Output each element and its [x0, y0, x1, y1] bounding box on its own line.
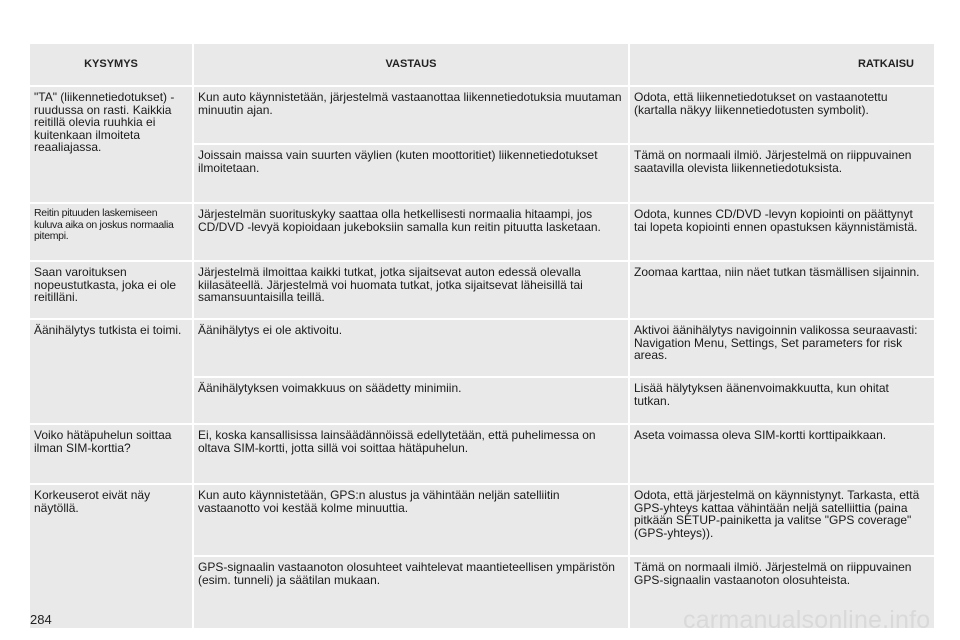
answer-cell: Järjestelmä ilmoittaa kaikki tutkat, jotka sijaitsevat auton edessä olevalla kiilasäteellä. Järjestelmä voi huomata tutkat, jotka sijaitsevat läheisillä tai samansuuntaisilla teillä.	[194, 262, 628, 318]
solution-cell: Aktivoi äänihälytys navigoinnin valikossa seuraavasti: Navigation Menu, Settings, Set parameters for risk areas.	[630, 320, 934, 376]
faq-table	[30, 44, 930, 628]
answer-cell: Ei, koska kansallisissa lainsäädännöissä edellytetään, että puhelimessa on oltava SIM-kortti, jotta sillä voi soittaa hätäpuhelun.	[194, 425, 628, 483]
solution-cell: Zoomaa karttaa, niin näet tutkan täsmällisen sijainnin.	[630, 262, 934, 318]
answer-cell: Äänihälytyksen voimakkuus on säädetty minimiin.	[194, 378, 628, 423]
page-number: 284	[30, 612, 52, 627]
answer-cell: Kun auto käynnistetään, GPS:n alustus ja vähintään neljän satelliitin vastaanotto voi kestää kolme minuuttia.	[194, 485, 628, 555]
answer-cell: GPS-signaalin vastaanoton olosuhteet vaihtelevat maantieteellisen ympäristön (esim. tunneli) ja säätilan mukaan.	[194, 557, 628, 628]
solution-cell: Tämä on normaali ilmiö. Järjestelmä on riippuvainen GPS-signaalin vastaanoton olosuhteista.	[630, 557, 934, 628]
question-cell: Korkeuserot eivät näy näytöllä.	[30, 485, 192, 628]
answer-cell: Äänihälytys ei ole aktivoitu.	[194, 320, 628, 376]
answer-cell: Joissain maissa vain suurten väylien (kuten moottoritiet) liikennetiedotukset ilmoitetaan.	[194, 145, 628, 202]
header-question: KYSYMYS	[30, 44, 192, 85]
header-answer: VASTAUS	[194, 44, 628, 85]
solution-cell: Odota, että järjestelmä on käynnistynyt. Tarkasta, että GPS-yhteys kattaa vähintään neljä satelliittia (paina pitkään SETUP-painiketta ja valitse "GPS coverage" (GPS-yhteys)).	[630, 485, 934, 555]
solution-cell: Tämä on normaali ilmiö. Järjestelmä on riippuvainen saatavilla olevista liikennetiedotuksista.	[630, 145, 934, 202]
solution-cell: Odota, että liikennetiedotukset on vastaanotettu (kartalla näkyy liikennetiedotusten symbolit).	[630, 87, 934, 143]
question-cell: Saan varoituksen nopeustutkasta, joka ei ole reitilläni.	[30, 262, 192, 318]
question-cell: Äänihälytys tutkista ei toimi.	[30, 320, 192, 423]
solution-cell: Lisää hälytyksen äänenvoimakkuutta, kun ohitat tutkan.	[630, 378, 934, 423]
question-cell: "TA" (liikennetiedotukset) - ruudussa on rasti. Kaikkia reitillä olevia ruuhkia ei kuitenkaan ilmoiteta reaaliajassa.	[30, 87, 192, 202]
header-solution: RATKAISU	[630, 44, 934, 85]
question-cell: Reitin pituuden laskemiseen kuluva aika on joskus normaalia pitempi.	[30, 204, 192, 260]
watermark: carmanualsonline.info	[683, 606, 931, 634]
answer-cell: Kun auto käynnistetään, järjestelmä vastaanottaa liikennetiedotuksia muutaman minuutin ajan.	[194, 87, 628, 143]
solution-cell: Odota, kunnes CD/DVD -levyn kopiointi on päättynyt tai lopeta kopiointi ennen opastuksen käynnistämistä.	[630, 204, 934, 260]
solution-cell: Aseta voimassa oleva SIM-kortti korttipaikkaan.	[630, 425, 934, 483]
question-cell: Voiko hätäpuhelun soittaa ilman SIM-korttia?	[30, 425, 192, 483]
answer-cell: Järjestelmän suorituskyky saattaa olla hetkellisesti normaalia hitaampi, jos CD/DVD -levyä kopioidaan jukeboksiin samalla kun reitin pituutta lasketaan.	[194, 204, 628, 260]
